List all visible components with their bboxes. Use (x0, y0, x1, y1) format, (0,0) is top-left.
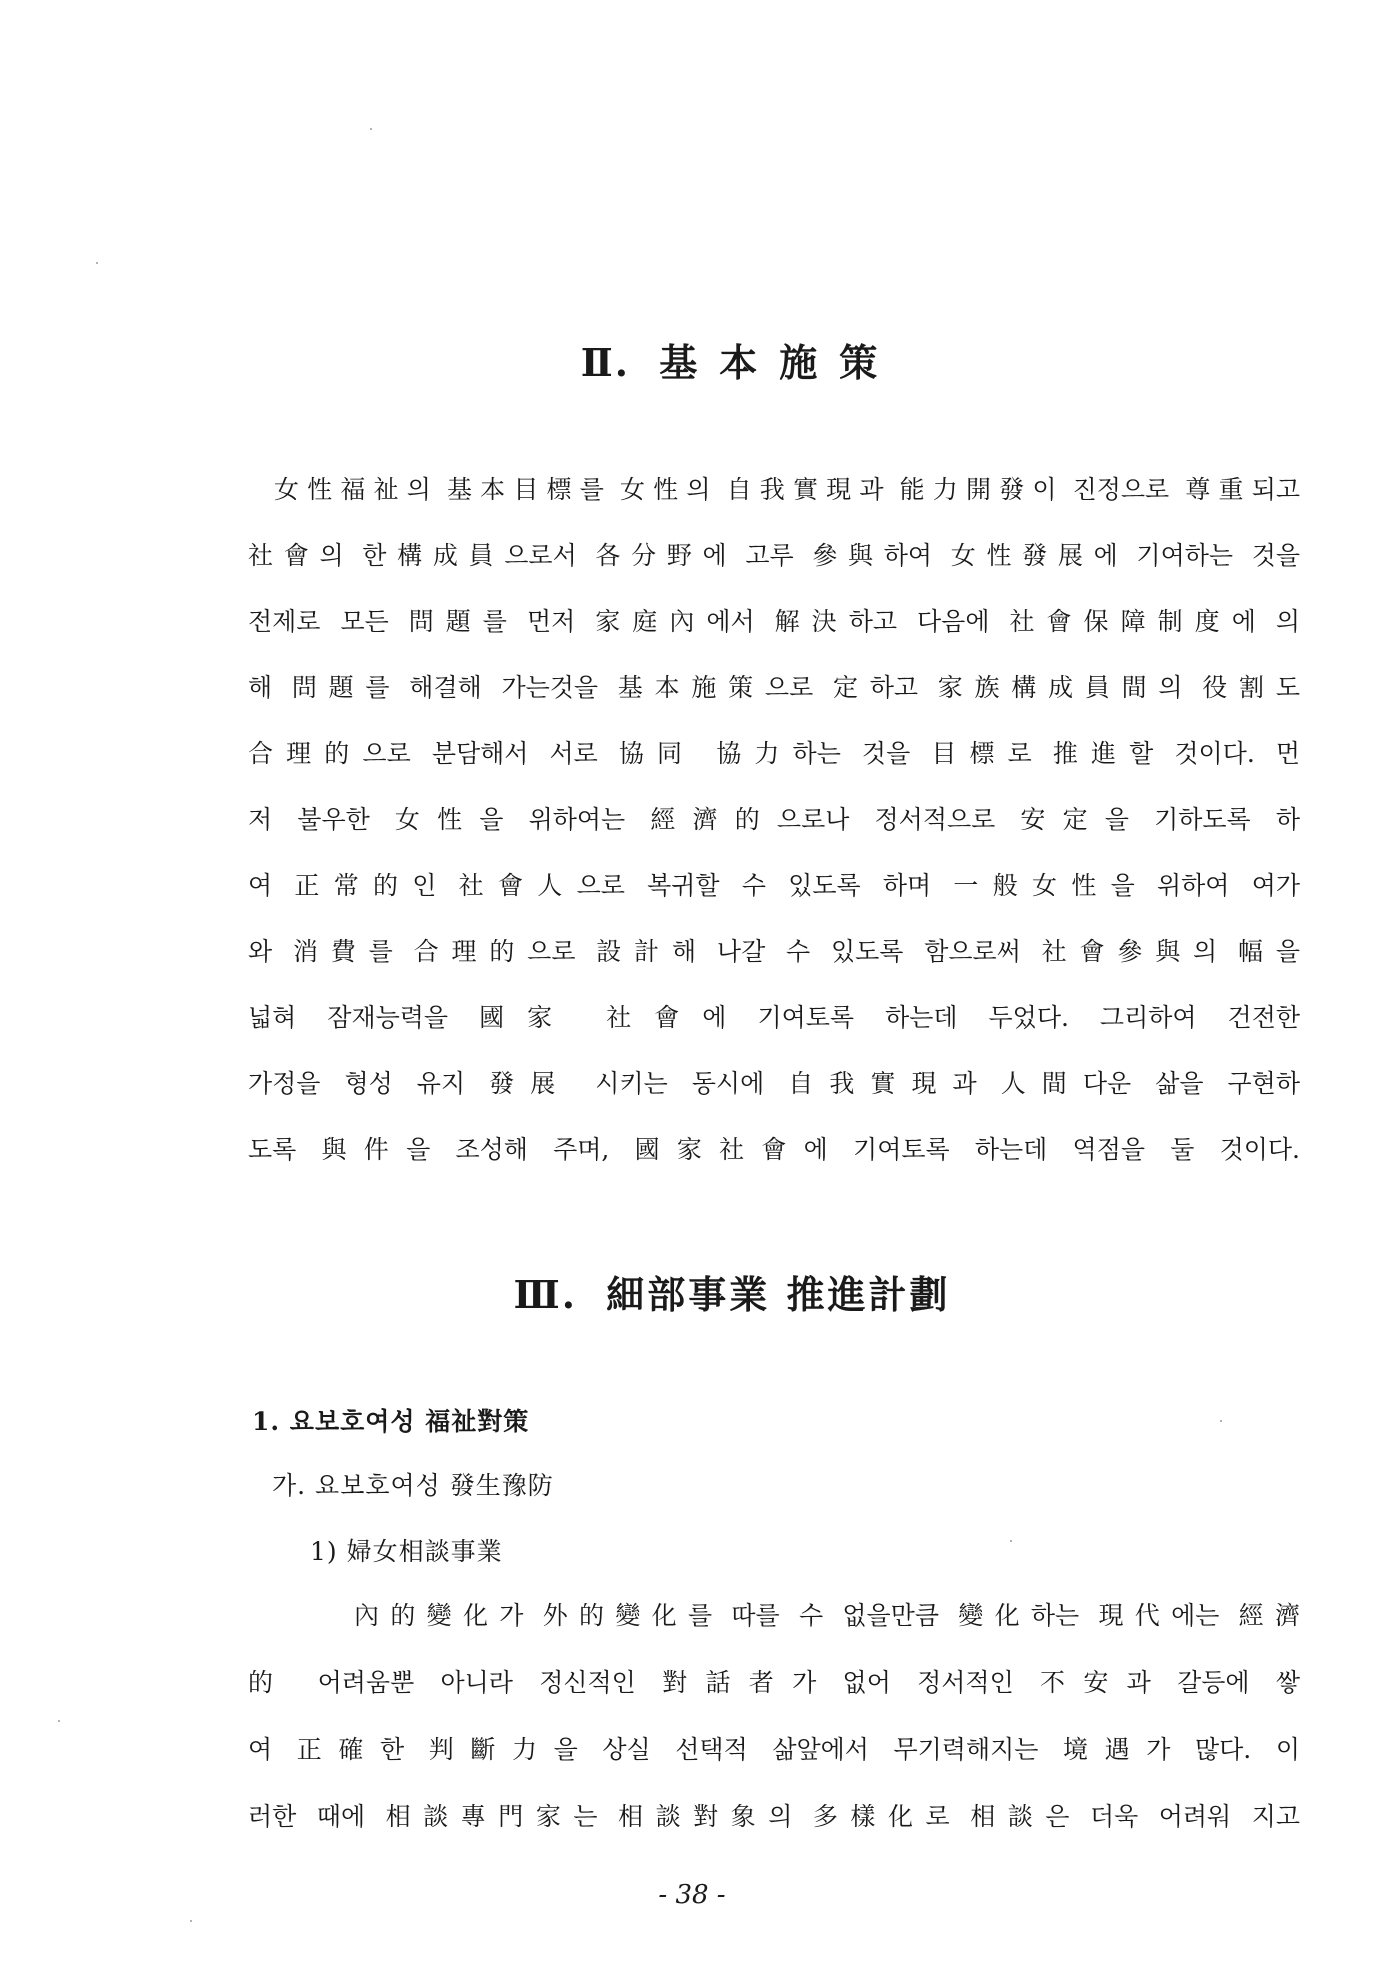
paragraph-line: 內的變化가 外的變化를 따를 수 없을만큼 變化하는 現代에는 經濟 (354, 1601, 1300, 1630)
scan-speck (370, 128, 372, 130)
paragraph-line: 가정을 형성 유지 發展 시키는 동시에 自我實現과 人間다운 삶을 구현하 (248, 1069, 1300, 1098)
section-2-title-text: 基本施策 (659, 340, 900, 385)
section-3-title (40, 1264, 1384, 1319)
paragraph-line: 저 불우한 女性을 위하여는 經濟的으로나 정서적으로 安定을 기하도록 하 (248, 805, 1300, 834)
paragraph-line: 合理的으로 분담해서 서로 協同 協力하는 것을 目標로 推進할 것이다. 먼 (248, 739, 1300, 768)
scan-speck (1010, 1540, 1012, 1542)
section-3-numeral: Ⅲ. (513, 1272, 578, 1317)
paragraph-line: 전제로 모든 問題를 먼저 家庭內에서 解決하고 다음에 社會保障制度에 의 (248, 607, 1300, 636)
paragraph-line: 넓혀 잠재능력을 國家 社會에 기여토록 하는데 두었다. 그리하여 건전한 (248, 1003, 1300, 1032)
subsection-heading: 1. 요보호여성 福祉對策 (252, 1407, 530, 1436)
paragraph-line: 的 어려움뿐 아니라 정신적인 對話者가 없어 정서적인 不安과 갈등에 쌓 (248, 1668, 1300, 1697)
scan-speck (96, 262, 98, 264)
paragraph-line: 러한 때에 相談專門家는 相談對象의 多樣化로 相談은 더욱 어려워 지고 (248, 1802, 1300, 1831)
paragraph-line: 女性福祉의 基本目標를 女性의 自我實現과 能力開發이 진정으로 尊重되고 (274, 475, 1300, 504)
sub-subsection-heading: 가. 요보호여성 發生豫防 (272, 1471, 554, 1500)
item-heading: 1) 婦女相談事業 (310, 1537, 503, 1566)
paragraph-line: 와 消費를 合理的으로 設計해 나갈 수 있도록 함으로써 社會參與의 幅을 (248, 937, 1300, 966)
paragraph-line: 여 正常的인 社會人으로 복귀할 수 있도록 하며 一般女性을 위하여 여가 (248, 871, 1300, 900)
scan-speck (58, 1720, 60, 1722)
paragraph-line: 도록 與件을 조성해 주며, 國家社會에 기여토록 하는데 역점을 둘 것이다. (248, 1135, 1300, 1164)
paragraph-line: 여 正確한 判斷力을 상실 선택적 삶앞에서 무기력해지는 境遇가 많다. 이 (248, 1735, 1300, 1764)
paragraph-line: 해 問題를 해결해 가는것을 基本施策으로 定하고 家族構成員間의 役割도 (248, 673, 1300, 702)
scan-speck (1220, 1420, 1222, 1422)
page-number: - 38 - (658, 1880, 726, 1910)
paragraph-line: 社會의 한構成員으로서 各分野에 고루 參與하여 女性發展에 기여하는 것을 (248, 541, 1300, 570)
section-2-title (48, 332, 1384, 387)
section-3-title-text: 細部事業 推進計劃 (606, 1272, 951, 1317)
scan-speck (190, 1920, 192, 1922)
section-2-numeral: Ⅱ. (580, 340, 630, 385)
